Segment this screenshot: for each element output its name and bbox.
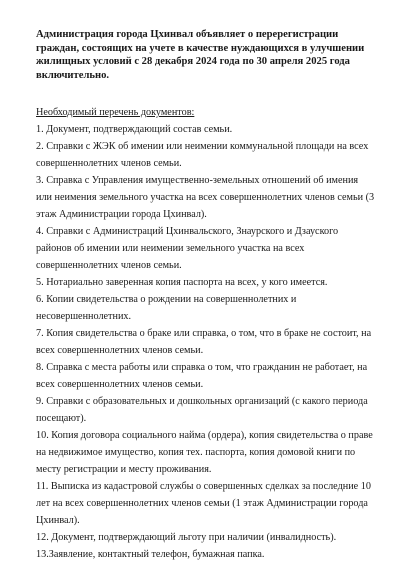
document-item-1: 1. Документ, подтверждающий состав семьи. xyxy=(36,124,233,136)
documents-list-title: Необходимый перечень документов: xyxy=(36,107,195,119)
document-item-12: 12. Документ, подтверждающий льготу при наличии (инвалидность). xyxy=(36,532,337,544)
document-item-13: 13.Заявление, контактный телефон, бумажная папка. xyxy=(36,549,265,561)
document-item-11: 11. Выписка из кадастровой службы о совершенных сделках за последние 10 лет на всех совершеннолетних членов семьи (1 этаж Администрации города Цхинвал). xyxy=(36,481,371,527)
document-item-7: 7. Копия свидетельства о браке или справка, о том, что в браке не состоит, на всех совершеннолетних членов семьи. xyxy=(36,328,372,357)
document-item-5: 5. Нотариально заверенная копия паспорта на всех, у кого имеется. xyxy=(36,277,328,289)
document-item-8: 8. Справка с места работы или справка о том, что гражданин не работает, на всех совершеннолетних членов семьи. xyxy=(36,362,368,391)
documents-list xyxy=(36,121,376,563)
document-item-2: 2. Справки с ЖЭК об имении или неимении коммунальной площади на всех совершеннолетних членов семьи. xyxy=(36,141,369,170)
document-item-4: 4. Справки с Администраций Цхинвальского, Знаурского и Дзауского районов об имении или неимении земельного участка на всех совершеннолетних членов семьи. xyxy=(36,226,339,272)
document-item-9: 9. Справки с образовательных и дошкольных организаций (с какого периода посещают). xyxy=(36,396,368,425)
document-item-10: 10. Копия договора социального найма (ордера), копия свидетельства о праве на недвижимое имущество, копия тех. паспорта, копия домовой книги по месту регистрации и месту проживания. xyxy=(36,430,373,476)
announcement-heading: Администрация города Цхинвал объявляет о перерегистрации граждан, состоящих на учете в качестве нуждающихся в улучшении жилищных условий с 28 декабря 2024 года по 30 апреля 2025 года включительно. xyxy=(36,29,365,81)
document-item-6: 6. Копии свидетельства о рождении на совершеннолетних и несовершеннолетних. xyxy=(36,294,297,323)
document-item-3: 3. Справка с Управления имущественно-земельных отношений об имения или неимения земельного участка на всех совершеннолетних членов семьи (3 этаж Администрации города Цхинвал). xyxy=(36,175,375,221)
